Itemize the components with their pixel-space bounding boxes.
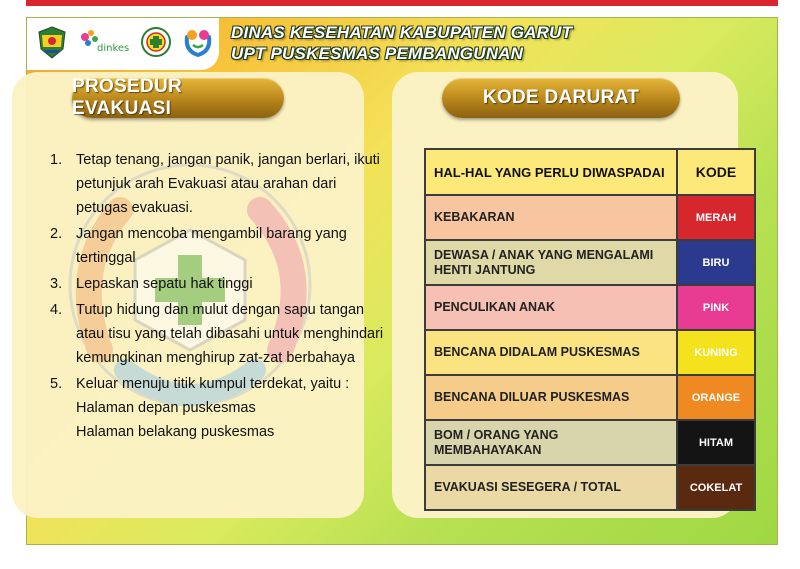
list-item: 1. Tetap tenang, jangan panik, jangan berlari, ikuti petunjuk arah Evakuasi atau arahan dari petugas evakuasi. (50, 152, 380, 216)
evacuation-steps-list (50, 148, 386, 444)
hazard-label: DEWASA / ANAK YANG MENGALAMI HENTI JANTUNG (425, 240, 677, 285)
hazard-label: BOM / ORANG YANG MEMBAHAYAKAN (425, 420, 677, 465)
table-row (425, 375, 755, 420)
table-row (425, 465, 755, 510)
kode-title-pill: KODE DARURAT (442, 78, 680, 118)
step-text: Tutup hidung dan mulut dengan sapu tangan atau tisu yang telah dibasahi untuk menghindari kemungkinan menghirup zat-zat berbahaya (76, 302, 384, 366)
list-item: 4. Tutup hidung dan mulut dengan sapu tangan atau tisu yang telah dibasahi untuk menghindari kemungkinan menghirup zat-zat berbahaya (50, 302, 384, 366)
table-row (425, 285, 755, 330)
step-text: Keluar menuju titik kumpul terdekat, yaitu : (76, 376, 350, 392)
list-item: 3. Lepaskan sepatu hak tinggi (50, 276, 253, 292)
dinkes-logo-icon (77, 25, 131, 59)
hazard-label: KEBAKARAN (425, 195, 677, 240)
step-text: Tetap tenang, jangan panik, jangan berlari, ikuti petunjuk arah Evakuasi atau arahan dari petugas evakuasi. (76, 152, 380, 216)
list-item: 2. Jangan mencoba mengambil barang yang tertinggal (50, 226, 347, 266)
code-cell: MERAH (677, 195, 755, 240)
table-row (425, 195, 755, 240)
logo-row (35, 25, 215, 59)
hazard-label: PENCULIKAN ANAK (425, 285, 677, 330)
step-text: Lepaskan sepatu hak tinggi (76, 276, 253, 292)
col-header-hazard: HAL-HAL YANG PERLU DIWASPADAI (425, 149, 677, 195)
puskesmas-logo-icon (181, 25, 215, 59)
prosedur-title-pill: PROSEDUR EVAKUASI (72, 78, 284, 118)
table-row (425, 420, 755, 465)
step-text: Jangan mencoba mengambil barang yang tertinggal (76, 226, 347, 266)
dinkes-text: dinkes (97, 43, 130, 54)
assembly-point-2: Halaman belakang puskesmas (76, 424, 275, 440)
list-item: 5. Keluar menuju titik kumpul terdekat, yaitu : Halaman depan puskesmas Halaman belakang puskesmas (50, 372, 386, 444)
header-line-1: DINAS KESEHATAN KABUPATEN GARUT (231, 23, 573, 42)
table-row (425, 240, 755, 285)
hazard-label: BENCANA DIDALAM PUSKESMAS (425, 330, 677, 375)
code-cell: KUNING (677, 330, 755, 375)
code-cell: BIRU (677, 240, 755, 285)
hazard-label: BENCANA DILUAR PUSKESMAS (425, 375, 677, 420)
header-title (231, 22, 572, 64)
emergency-code-table (424, 148, 756, 511)
circle-emblem-icon (139, 25, 173, 59)
code-cell: COKELAT (677, 465, 755, 510)
assembly-point-1: Halaman depan puskesmas (76, 400, 256, 416)
bottom-white-strip (0, 545, 800, 569)
code-cell: HITAM (677, 420, 755, 465)
header-line-2: UPT PUSKESMAS PEMBANGUNAN (231, 44, 524, 63)
col-header-code: KODE (677, 149, 755, 195)
hazard-label: EVAKUASI SESEGERA / TOTAL (425, 465, 677, 510)
table-row (425, 330, 755, 375)
table-header-row (425, 149, 755, 195)
garut-emblem-icon (35, 25, 69, 59)
code-cell: PINK (677, 285, 755, 330)
code-cell: ORANGE (677, 375, 755, 420)
top-red-bar (26, 0, 778, 6)
